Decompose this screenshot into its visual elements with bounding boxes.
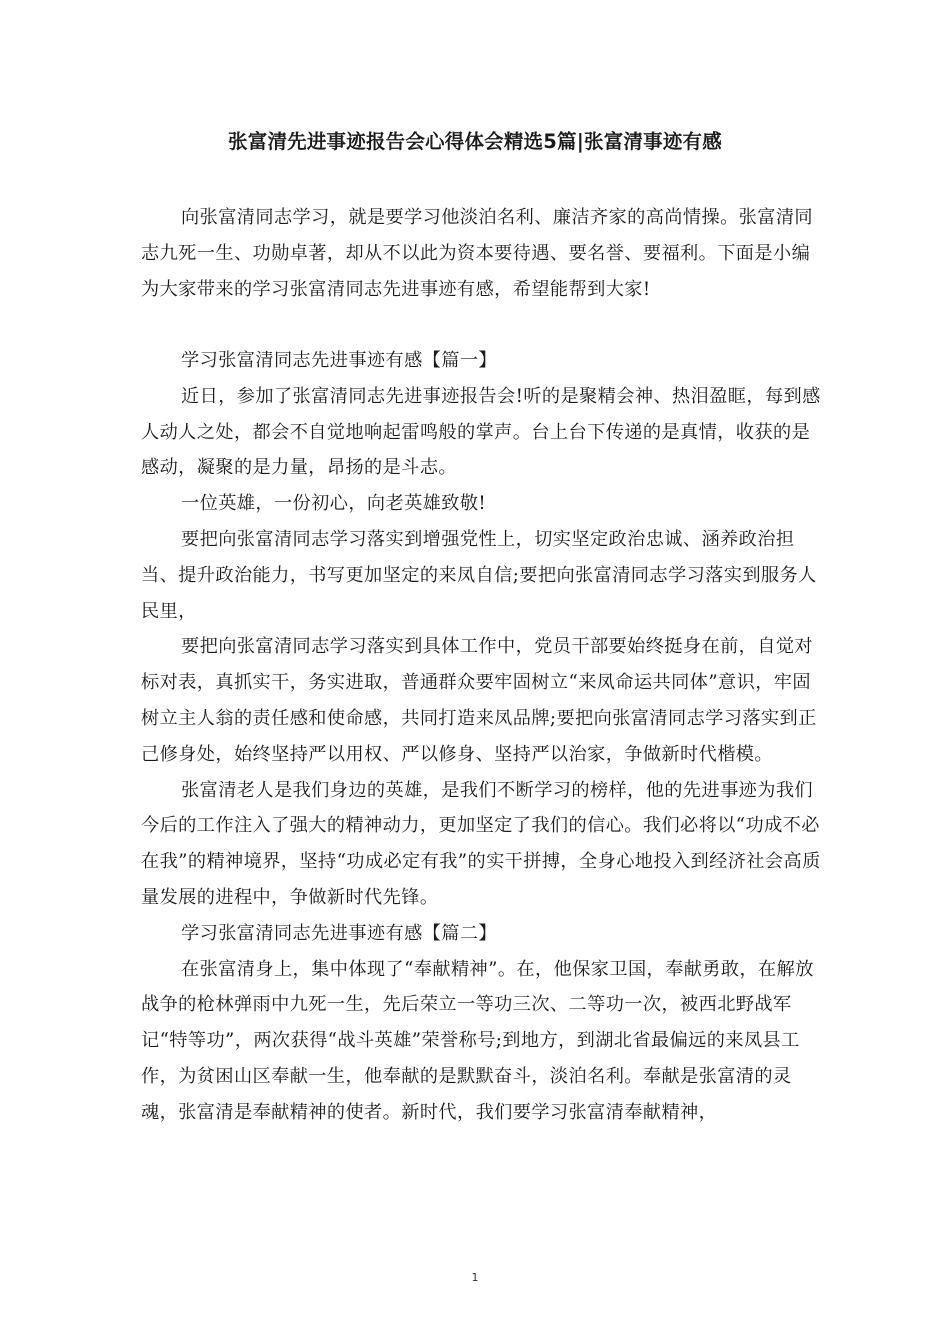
paragraph: 张富清老人是我们身边的英雄，是我们不断学习的榜样，他的先进事迹为我们今后的工作注入了强大的精神动力，更加坚定了我们的信心。我们必将以“功成不必在我”的精神境界，坚持“功成必定有我”的实干拼搏，全身心地投入到经济社会高质量发展的进程中，争做新时代先锋。 (141, 779, 821, 908)
paragraph: 要把向张富清同志学习落实到增强党性上，切实坚定政治忠诚、涵养政治担当、提升政治能力，书写更加坚定的来凤自信;要把向张富清同志学习落实到服务人民里， (141, 528, 817, 622)
intro-paragraph: 向张富清同志学习，就是要学习他淡泊名利、廉洁齐家的高尚情操。张富清同志九死一生、功勋卓著，却从不以此为资本要待遇、要名誉、要福利。下面是小编为大家带来的学习张富清同志先进事迹有感，希望能帮到大家! (141, 207, 814, 300)
paragraph: 在张富清身上，集中体现了“奉献精神”。在，他保家卫国，奉献勇敢，在解放战争的枪林弹雨中九死一生，先后荣立一等功三次、二等功一次，被西北野战军记“特等功”，两次获得“战斗英雄”荣誉称号;到地方，到湖北省最偏远的来凤县工作，为贫困山区奉献一生，他奉献的是默默奋斗，淡泊名利。奉献是张富清的灵魂，张富清是奉献精神的使者。新时代，我们要学习张富清奉献精神， (141, 958, 814, 1123)
intro-block (141, 200, 825, 307)
section-heading-1: 学习张富清同志先进事迹有感【篇一】 (181, 350, 498, 371)
paragraph: 要把向张富清同志学习落实到具体工作中，党员干部要始终挺身在前，自觉对标对表，真抓实干，务实进取，普通群众要牢固树立“来凤命运共同体”意识，牢固树立主人翁的责任感和使命感，共同打造来凤品牌;要把向张富清同志学习落实到正己修身处，始终坚持严以用权、严以修身、坚持严以治家，争做新时代楷模。 (141, 636, 817, 765)
paragraph: 一位英雄，一份初心，向老英雄致敬! (181, 493, 487, 515)
page-number: 1 (471, 1271, 479, 1284)
article-body (141, 343, 825, 1131)
paragraph: 近日，参加了张富清同志先进事迹报告会!听的是聚精会神、热泪盈眶，每到感人动人之处，都会不自觉地响起雷鸣般的掌声。台上台下传递的是真情，收获的是感动，凝聚的是力量，昂扬的是斗志。 (141, 385, 821, 479)
section-heading-2: 学习张富清同志先进事迹有感【篇二】 (181, 922, 498, 944)
document-title: 张富清先进事迹报告会心得体会精选5篇|张富清事迹有感 (228, 130, 722, 153)
